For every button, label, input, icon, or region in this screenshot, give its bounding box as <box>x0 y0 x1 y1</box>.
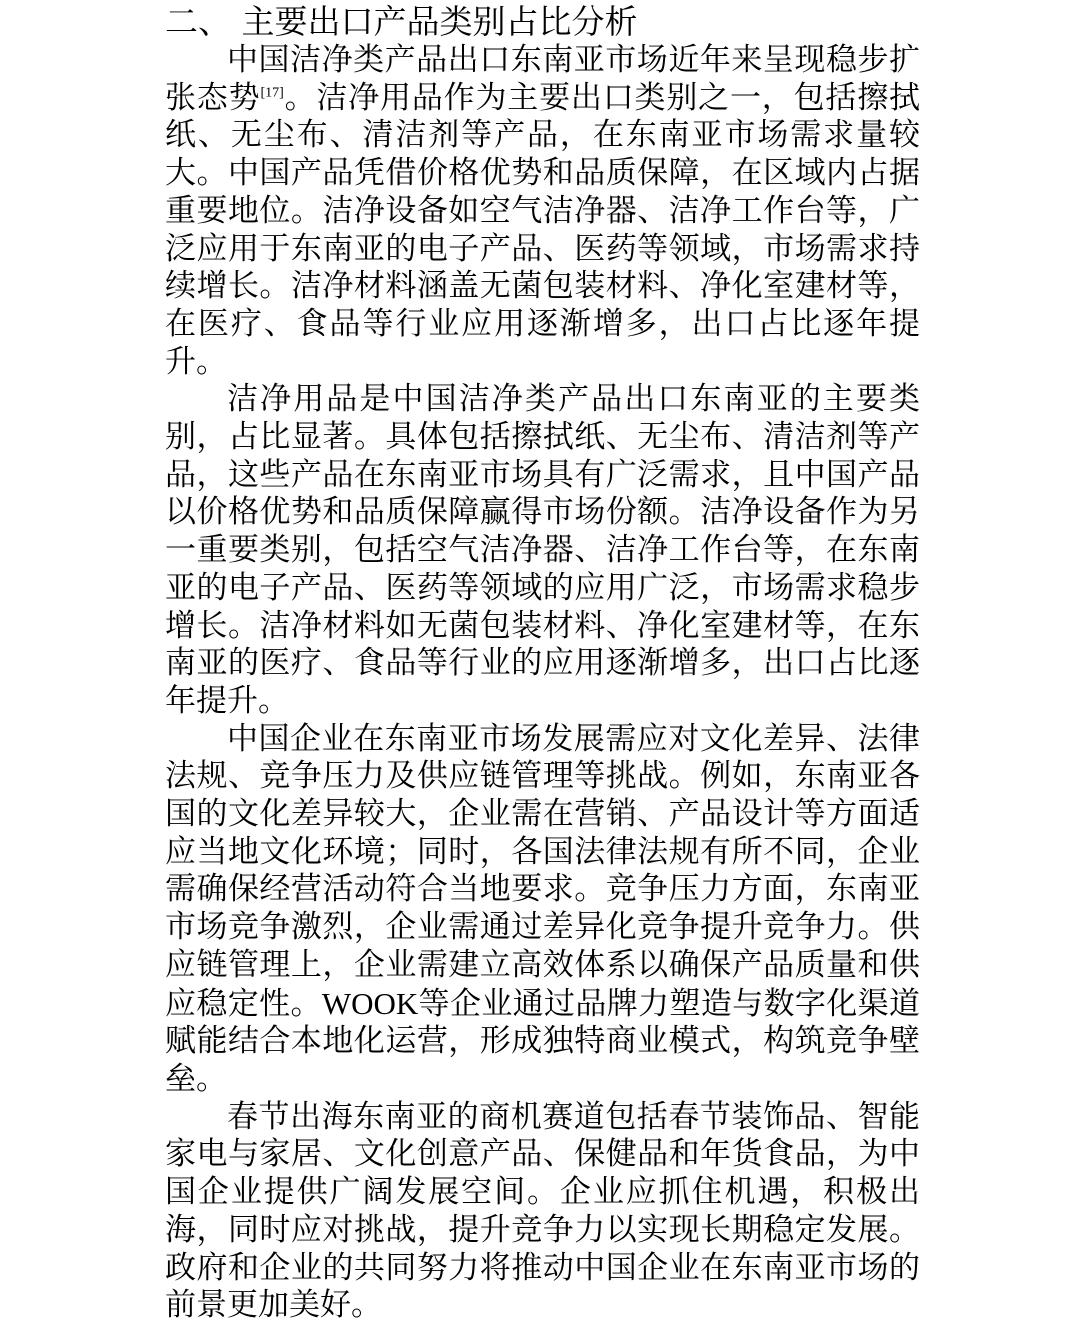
paragraph-1 <box>165 42 920 381</box>
paragraph-3-text-a: 中国企业在东南亚市场发展需应对文化差异、法律法规、竞争压力及供应链管理等挑战。例如，东南亚各国的文化差异较大，企业需在营销、产品设计等方面适应当地文化环境；同时，各国法律法规有所不同，企业需确保经营活动符合当地要求。竞争压力方面，东南亚市场竞争激烈，企业需通过差异化竞争提升竞争力。供应链管理上，企业需建立高效体系以确保产品质量和供应稳定性。 <box>165 720 920 1022</box>
paragraph-1-text-b: 。洁净用品作为主要出口类别之一，包括擦拭纸、无尘布、清洁剂等产品，在东南亚市场需求量较大。中国产品凭借价格优势和品质保障，在区域内占据重要地位。洁净设备如空气洁净器、洁净工作台等，广泛应用于东南亚的电子产品、医药等领域，市场需求持续增长。洁净材料涵盖无菌包装材料、净化室建材等，在医疗、食品等行业应用逐渐增多，出口占比逐年提升。 <box>165 79 920 380</box>
section-heading: 二、 主要出口产品类别占比分析 <box>165 2 638 41</box>
paragraph-4: 春节出海东南亚的商机赛道包括春节装饰品、智能家电与家居、文化创意产品、保健品和年货食品，为中国企业提供广阔发展空间。企业应抓住机遇，积极出海，同时应对挑战，提升竞争力以实现长期稳定发展。政府和企业的共同努力将推动中国企业在东南亚市场的前景更加美好。 <box>165 1098 920 1324</box>
paragraph-3 <box>165 721 920 1099</box>
brand-name: WOOK <box>321 985 419 1021</box>
paragraph-2: 洁净用品是中国洁净类产品出口东南亚的主要类别，占比显著。具体包括擦拭纸、无尘布、清洁剂等产品，这些产品在东南亚市场具有广泛需求，且中国产品以价格优势和品质保障赢得市场份额。洁净设备作为另一重要类别，包括空气洁净器、洁净工作台等，在东南亚的电子产品、医药等领域的应用广泛，市场需求稳步增长。洁净材料如无菌包装材料、净化室建材等，在东南亚的医疗、食品等行业的应用逐渐增多，出口占比逐年提升。 <box>165 381 920 719</box>
paragraph-3-text-b: 等企业通过品牌力塑造与数字化渠道赋能结合本地化运营，形成独特商业模式，构筑竞争壁垒。 <box>165 985 921 1097</box>
document-page <box>165 0 920 1325</box>
citation-ref: [17] <box>260 85 284 101</box>
paragraph-1-text-a: 中国洁净类产品出口东南亚市场近年来呈现稳步扩张态势 <box>165 42 920 116</box>
